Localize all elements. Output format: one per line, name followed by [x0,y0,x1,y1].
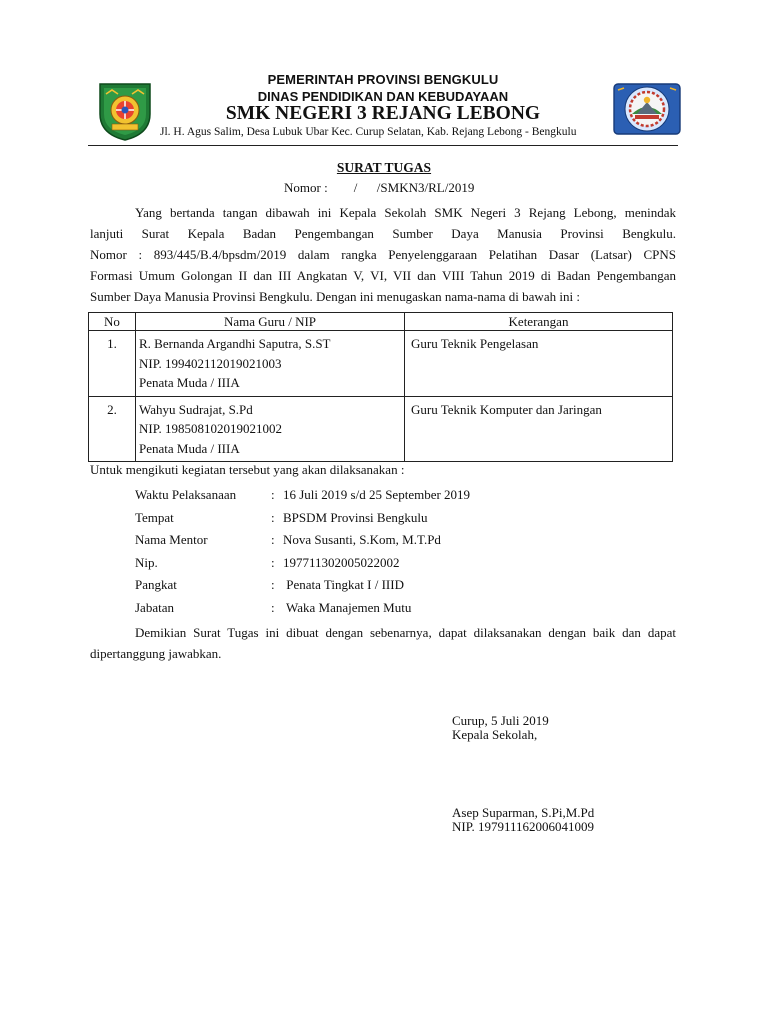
detail-label: Nama Mentor [135,532,208,548]
signature-block-header [452,714,549,742]
header-divider [88,145,678,146]
closing-line: dipertanggung jawabkan. [90,646,222,661]
row-number: 2. [89,396,136,462]
signer-name: Asep Suparman, S.Pi,M.Pd [452,805,595,820]
detail-colon: : [271,509,275,525]
department-heading: DINAS PENDIDIKAN DAN KEBUDAYAAN [257,89,509,104]
column-header-note: Keterangan [405,313,673,331]
teacher-name: R. Bernanda Argandhi Saputra, S.ST [139,336,331,351]
teacher-nip: NIP. 199402112019021003 [139,355,282,371]
place-date: Curup, 5 Juli 2019 [452,713,549,728]
detail-label: Pangkat [135,577,177,593]
detail-label: Jabatan [135,599,174,615]
letter-title: SURAT TUGAS [336,160,432,175]
teacher-rank: Penata Muda / IIIA [139,440,240,456]
teacher-cell [136,396,405,462]
detail-colon: : [271,487,275,502]
detail-value: Nova Susanti, S.Kom, M.T.Pd [283,532,441,548]
teacher-rank: Penata Muda / IIIA [139,375,240,390]
body-paragraph [90,202,676,307]
row-number: 1. [89,331,136,397]
detail-value: Penata Tingkat I / IIID [283,577,404,593]
column-header-name: Nama Guru / NIP [136,313,405,331]
signer-position: Kepala Sekolah, [452,727,538,742]
closing-line: Demikian Surat Tugas ini dibuat dengan sebenarnya, dapat dilaksanakan dengan baik dan dapat [135,625,676,640]
government-heading: PEMERINTAH PROVINSI BENGKULU [267,72,499,87]
school-address: Jl. H. Agus Salim, Desa Lubuk Ubar Kec. Curup Selatan, Kab. Rejang Lebong - Bengkulu [160,126,577,138]
detail-value: 197711302005022002 [283,554,400,570]
detail-value: Waka Manajemen Mutu [283,599,412,615]
staff-table [88,312,673,462]
teacher-cell [136,331,405,397]
detail-colon: : [271,599,275,615]
paragraph-line: lanjuti Surat Kepala Badan Pengembangan Sumber Daya Manusia Provinsi Bengkulu. [90,226,676,241]
signer-nip: NIP. 197911162006041009 [452,819,595,834]
detail-label: Tempat [135,509,174,525]
school-name-heading: SMK NEGERI 3 REJANG LEBONG [225,103,541,124]
teacher-name: Wahyu Sudrajat, S.Pd [139,401,253,417]
paragraph-line: Sumber Daya Manusia Provinsi Bengkulu. Dengan ini menugaskan nama-nama di bawah ini : [90,289,580,304]
table-row [89,396,673,462]
signature-block-name [452,806,594,834]
detail-colon: : [271,577,275,593]
paragraph-line: Yang bertanda tangan dibawah ini Kepala Sekolah SMK Negeri 3 Rejang Lebong, menindak [135,205,676,220]
detail-value: 16 Juli 2019 s/d 25 September 2019 [283,487,471,502]
teacher-nip: NIP. 198508102019021002 [139,421,283,436]
teacher-note: Guru Teknik Komputer dan Jaringan [405,396,673,462]
letter-number: Nomor : / /SMKN3/RL/2019 [284,180,475,195]
activity-intro: Untuk mengikuti kegiatan tersebut yang akan dilaksanakan : [90,462,405,477]
teacher-note: Guru Teknik Pengelasan [405,331,673,397]
detail-colon: : [271,554,275,570]
paragraph-line: Nomor : 893/445/B.4/bpsdm/2019 dalam rangka Penyelenggaraan Pelatihan Dasar (Latsar) CPNS [90,247,676,262]
column-header-no: No [89,313,136,331]
detail-label: Nip. [135,554,158,570]
table-header-row [89,313,673,331]
detail-value: BPSDM Provinsi Bengkulu [283,509,428,525]
detail-label: Waktu Pelaksanaan [135,487,237,502]
closing-paragraph [90,622,676,664]
paragraph-line: Formasi Umum Golongan II dan III Angkatan V, VI, VII dan VIII Tahun 2019 di Badan Pengembangan [90,268,676,283]
detail-colon: : [271,532,275,548]
table-row [89,331,673,397]
